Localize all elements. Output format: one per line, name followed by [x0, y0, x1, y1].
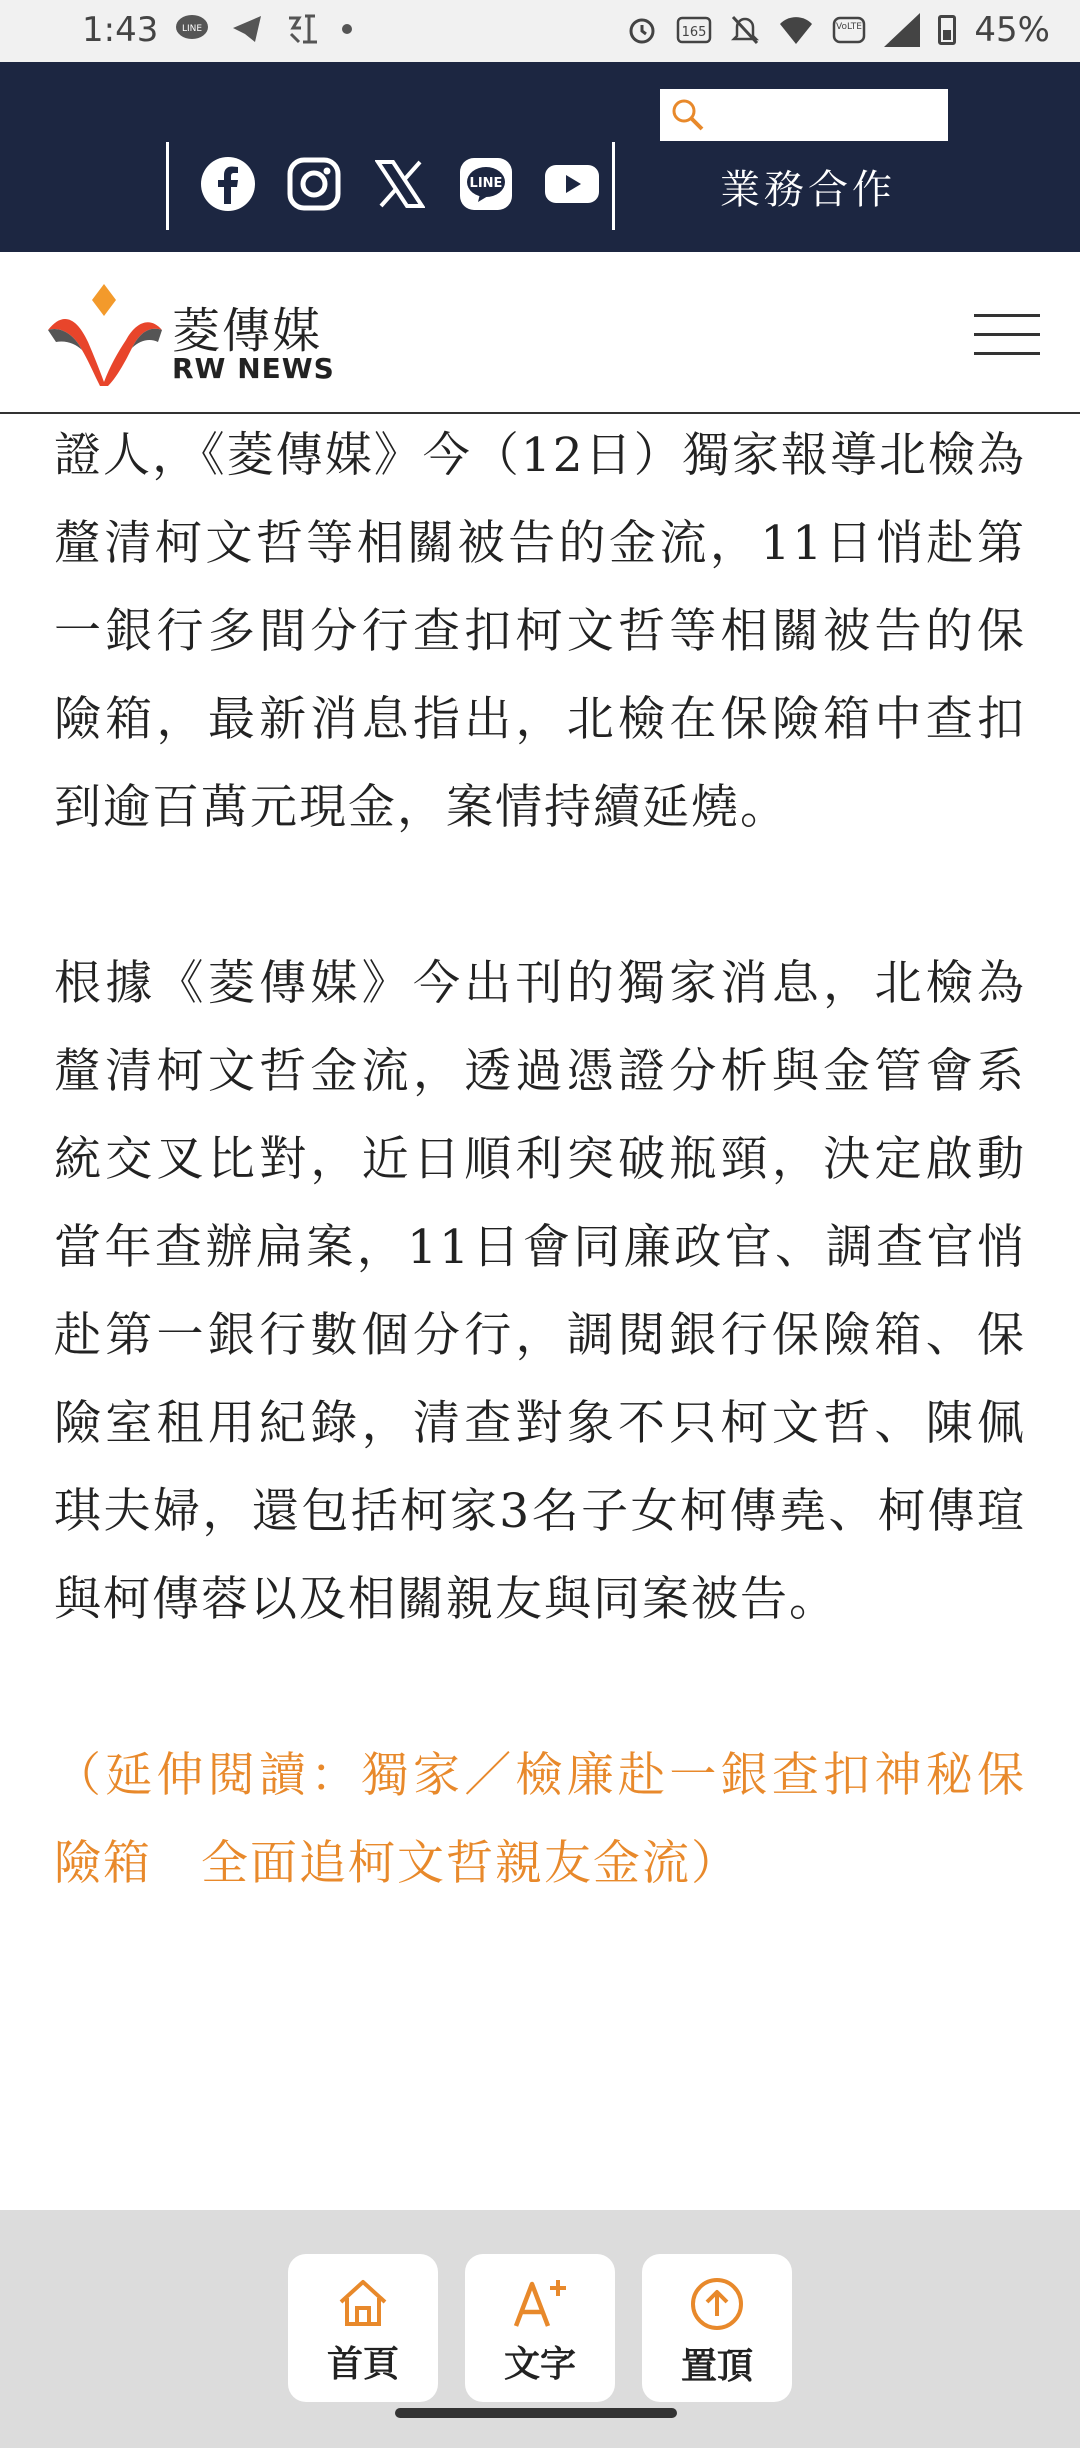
svg-text:LINE: LINE	[469, 176, 503, 191]
dot-icon	[341, 23, 353, 35]
search-input[interactable]	[716, 95, 940, 137]
telegram-icon	[231, 14, 263, 44]
social-links	[200, 156, 600, 212]
home-button[interactable]	[288, 2254, 438, 2402]
signal-icon	[884, 13, 920, 47]
battery-percent: 45%	[974, 10, 1050, 50]
article-body	[54, 412, 1026, 1908]
volte-icon	[832, 14, 866, 46]
gesture-bar[interactable]	[395, 2408, 677, 2418]
text-size-label: 文字	[503, 2344, 576, 2385]
business-cooperation-link[interactable]: 業務合作	[720, 167, 896, 213]
header-divider-left	[166, 142, 169, 230]
search-box[interactable]	[660, 89, 948, 141]
svg-text:VoLTE: VoLTE	[836, 22, 863, 32]
brand-name-cn: 菱傳媒	[172, 303, 323, 359]
x-icon[interactable]	[372, 156, 428, 212]
article-paragraph: 根據《菱傳媒》今出刊的獨家消息，北檢為釐清柯文哲金流，透過憑證分析與金管會系統交叉比對，近日順利突破瓶頸，決定啟動當年查辦扁案，11日會同廉政官、調查官悄赴第一銀行數個分行，調閱銀行保險箱、保險室租用紀錄，清查對象不只柯文哲、陳佩琪夫婦，還包括柯家3名子女柯傳堯、柯傳瑄與柯傳蓉以及相關親友與同案被告。	[54, 956, 1026, 1627]
wifi-icon	[778, 14, 814, 46]
facebook-icon[interactable]	[200, 156, 256, 212]
home-icon	[335, 2276, 391, 2330]
brand-name-en: RW NEWS	[172, 352, 335, 385]
article-paragraph: 證人，《菱傳媒》今（12日）獨家報導北檢為釐清柯文哲等相關被告的金流，11日悄赴第一銀行多間分行查扣柯文哲等相關被告的保險箱，最新消息指出，北檢在保險箱中查扣到逾百萬元現金，案情持續延燒。	[54, 428, 1026, 835]
battery-icon	[938, 15, 956, 45]
back-to-top-label: 置頂	[680, 2346, 753, 2387]
instagram-icon[interactable]	[286, 156, 342, 212]
status-bar	[0, 0, 1080, 62]
related-reading-link[interactable]: （延伸閱讀：獨家／檢廉赴一銀查扣神秘保險箱 全面追柯文哲親友金流）	[54, 1748, 1026, 1891]
home-label: 首頁	[326, 2344, 399, 2385]
svg-text:165: 165	[682, 25, 707, 40]
mute-icon	[730, 14, 760, 46]
text-size-button[interactable]	[465, 2254, 615, 2402]
youtube-icon[interactable]	[544, 156, 600, 212]
header-divider-right	[612, 142, 615, 230]
search-icon	[670, 97, 706, 133]
line-icon	[175, 14, 209, 44]
svg-text:LINE: LINE	[181, 24, 203, 34]
menu-icon[interactable]	[974, 314, 1040, 360]
hz-icon	[676, 15, 712, 45]
rw-news-logo-icon[interactable]	[46, 282, 164, 387]
arrow-up-circle-icon	[689, 2276, 745, 2332]
alarm-icon	[626, 14, 658, 46]
related-reading	[54, 1732, 1026, 1908]
brand-bar	[0, 252, 1080, 414]
line-icon[interactable]	[458, 156, 514, 212]
jing-icon	[285, 12, 319, 46]
status-time: 1:43	[82, 10, 159, 50]
text-size-icon	[510, 2276, 570, 2330]
back-to-top-button[interactable]	[642, 2254, 792, 2402]
